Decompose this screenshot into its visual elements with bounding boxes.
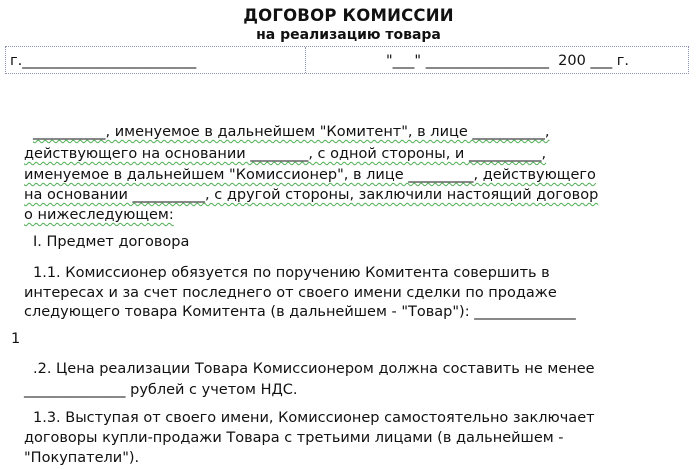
document-title: ДОГОВОР КОМИССИИ [243, 6, 454, 25]
stray-number: 1 [11, 331, 21, 347]
clause-line: следующего товара Комитента (в дальнейшем - "Товар"): ______________ [24, 304, 576, 320]
clause-line: интересах и за счет последнего от своего имени сделки по продаже [24, 285, 557, 301]
preamble-line: действующего на основании ________, с одной стороны, и __________, [24, 146, 547, 162]
document-subtitle: на реализацию товара [256, 27, 441, 43]
preamble-line: о нижеследующем: [24, 207, 174, 223]
place-field: г.________________________ [10, 53, 197, 69]
preamble-line: именуемое в дальнейшем "Комиссионер", в лице _________, действующего [24, 167, 596, 183]
preamble-line: __________, именуемое в дальнейшем "Комитент", в лице __________, [33, 124, 550, 140]
clause-line: "Покупатели"). [24, 450, 140, 466]
table-divider [305, 47, 306, 73]
date-field: "___" _________________ 200 ___ г. [386, 53, 630, 69]
clause-line: 1.3. Выступая от своего имени, Комиссионер самостоятельно заключает [33, 410, 595, 426]
clause-line: договоры купли-продажи Товара с третьими лицами (в дальнейшем - [24, 430, 564, 446]
clause-line: ______________ рублей с учетом НДС. [24, 382, 298, 398]
clause-line: 1.1. Комиссионер обязуется по поручению Комитента совершить в [33, 265, 550, 281]
preamble-line: на основании __________, с другой стороны, заключили настоящий договор [24, 187, 599, 203]
clause-line: .2. Цена реализации Товара Комиссионером должна составить не менее [33, 361, 595, 377]
place-date-table [5, 46, 689, 74]
section-heading: I. Предмет договора [33, 234, 190, 250]
